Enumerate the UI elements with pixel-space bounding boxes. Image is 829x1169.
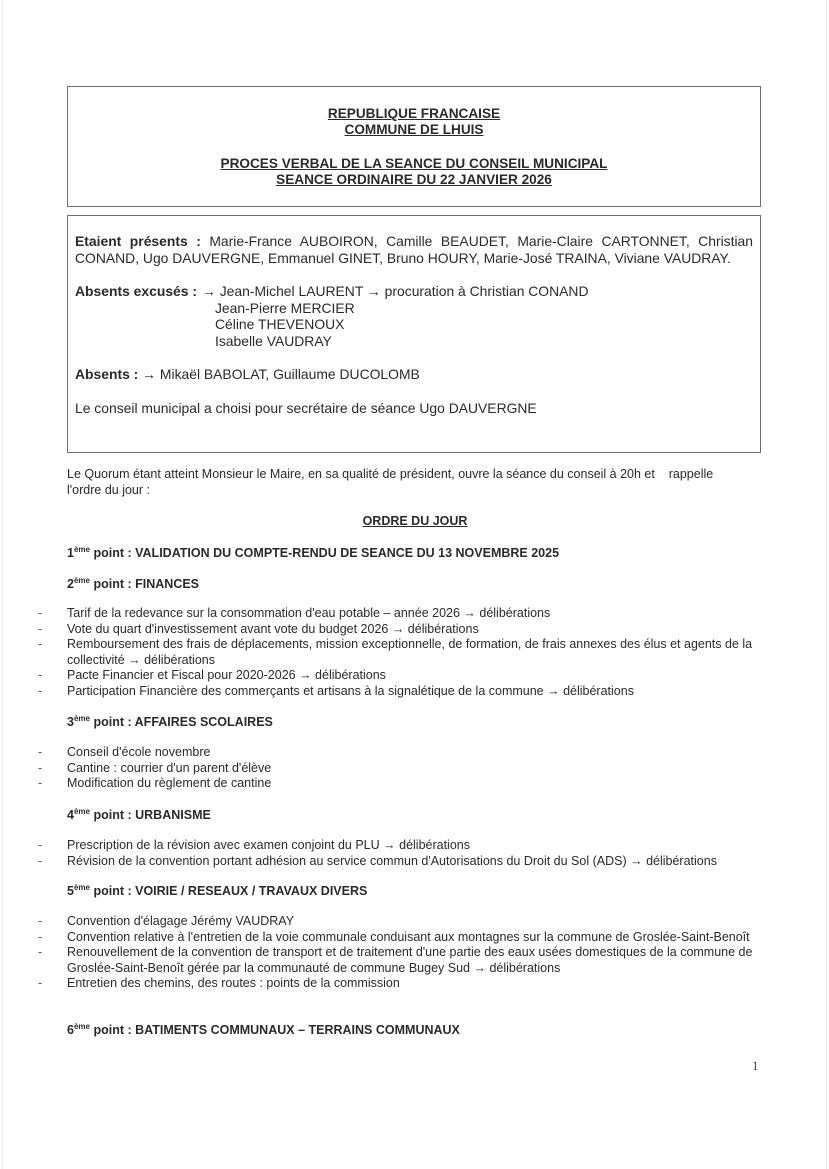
intro-paragraph [67, 467, 763, 498]
agenda-point-6: 6ème point : BATIMENTS COMMUNAUX – TERRAINS COMMUNAUX [67, 1022, 460, 1037]
excused-members [75, 283, 753, 349]
document-header-box [67, 86, 761, 207]
agenda-point-title: VALIDATION DU COMPTE-RENDU DE SEANCE DU 13 NOVEMBRE 2025 [135, 546, 560, 560]
agenda-point-title: FINANCES [135, 577, 200, 591]
header-republic: REPUBLIQUE FRANCAISE [327, 106, 501, 121]
list-item: - Renouvellement de la convention de transport et de traitement d'une partie des eaux usées domestiques de la commune de Groslée-Saint-Benoît gérée par la communauté de commune Bugey Sud → délibérations [38, 945, 753, 975]
agenda-title: ORDRE DU JOUR [362, 514, 468, 528]
agenda-point-title: URBANISME [135, 808, 211, 822]
excused-item: → Jean-Michel LAURENT → procuration à Christian CONAND [201, 283, 589, 299]
page-edge-left [2, 0, 3, 1169]
intro-line-1: Le Quorum étant atteint Monsieur le Maire, en sa qualité de président, ouvre la séance du conseil à 20h et rappelle [67, 467, 714, 481]
agenda-point-title: AFFAIRES SCOLAIRES [134, 715, 273, 729]
agenda-point-1: 1ème point : VALIDATION DU COMPTE-RENDU DE SEANCE DU 13 NOVEMBRE 2025 [67, 545, 560, 560]
intro-line-2: l'ordre du jour : [67, 482, 150, 497]
present-label: Etaient présents : [75, 233, 201, 249]
present-names: Marie-France AUBOIRON, Camille BEAUDET, Marie-Claire CARTONNET, Christian CONAND, Ugo DAUVERGNE, Emmanuel GINET, Bruno HOURY, Marie-José TRAINA, Viviane VAUDRAY. [75, 233, 753, 266]
secretary-statement: Le conseil municipal a choisi pour secrétaire de séance Ugo DAUVERGNE [75, 399, 537, 416]
agenda-point-3-items [38, 745, 764, 792]
excused-item: Céline THEVENOUX [214, 316, 345, 332]
list-item: - Remboursement des frais de déplacements, mission exceptionnelle, de formation, de frais annexes des élus et agents de la collectivité → délibérations [38, 637, 753, 667]
absent-members [75, 366, 753, 383]
list-item: - Prescription de la révision avec examen conjoint du PLU → délibérations [38, 838, 470, 852]
header-commune: COMMUNE DE LHUIS [344, 122, 484, 137]
document-title: PROCES VERBAL DE LA SEANCE DU CONSEIL MUNICIPAL [220, 156, 608, 171]
list-item: - Participation Financière des commerçants et artisans à la signalétique de la commune → délibérations [38, 683, 634, 698]
present-members [75, 233, 753, 266]
list-item: - Convention relative à l'entretien de la voie communale conduisant aux montagnes sur la commune de Groslée-Saint-Benoît [38, 929, 750, 944]
list-item: - Tarif de la redevance sur la consommation d'eau potable – année 2026 → délibérations [38, 606, 551, 620]
agenda-point-2: 2ème point : FINANCES [67, 576, 200, 591]
agenda-point-title: BATIMENTS COMMUNAUX – TERRAINS COMMUNAUX [135, 1023, 460, 1037]
list-item: - Convention d'élagage Jérémy VAUDRAY [38, 914, 295, 928]
excused-item: Jean-Pierre MERCIER [214, 299, 355, 316]
list-item: - Conseil d'école novembre [38, 745, 211, 759]
absent-label: Absents : [75, 366, 139, 382]
page-edge-right [826, 0, 827, 1169]
agenda-point-3: 3ème point : AFFAIRES SCOLAIRES [67, 714, 273, 729]
list-item: - Modification du règlement de cantine [38, 776, 272, 790]
agenda-point-5-items [38, 914, 764, 992]
agenda-point-4: 4ème point : URBANISME [67, 807, 211, 822]
list-item: - Pacte Financier et Fiscal pour 2020-2026 → délibérations [38, 668, 386, 682]
list-item: - Révision de la convention portant adhésion au service commun d'Autorisations du Droit du Sol (ADS) → délibérations [38, 853, 717, 868]
list-item: - Cantine : courrier d'un parent d'élève [38, 760, 272, 775]
list-item: - Vote du quart d'investissement avant vote du budget 2026 → délibérations [38, 621, 479, 636]
agenda-point-5: 5ème point : VOIRIE / RESEAUX / TRAVAUX DIVERS [67, 883, 368, 898]
list-item: - Entretien des chemins, des routes : points de la commission [38, 976, 400, 990]
agenda-point-2-items [38, 606, 764, 699]
agenda-point-4-items [38, 838, 764, 869]
excused-item: Isabelle VAUDRAY [214, 332, 332, 349]
attendance-box [67, 215, 761, 453]
page-number: 1 [752, 1058, 759, 1073]
session-subtitle: SEANCE ORDINAIRE DU 22 JANVIER 2026 [276, 172, 552, 187]
excused-label: Absents excusés : [75, 283, 197, 299]
excused-list [202, 283, 589, 349]
absent-names: → Mikaël BABOLAT, Guillaume DUCOLOMB [142, 366, 420, 382]
agenda-point-title: VOIRIE / RESEAUX / TRAVAUX DIVERS [135, 884, 368, 898]
